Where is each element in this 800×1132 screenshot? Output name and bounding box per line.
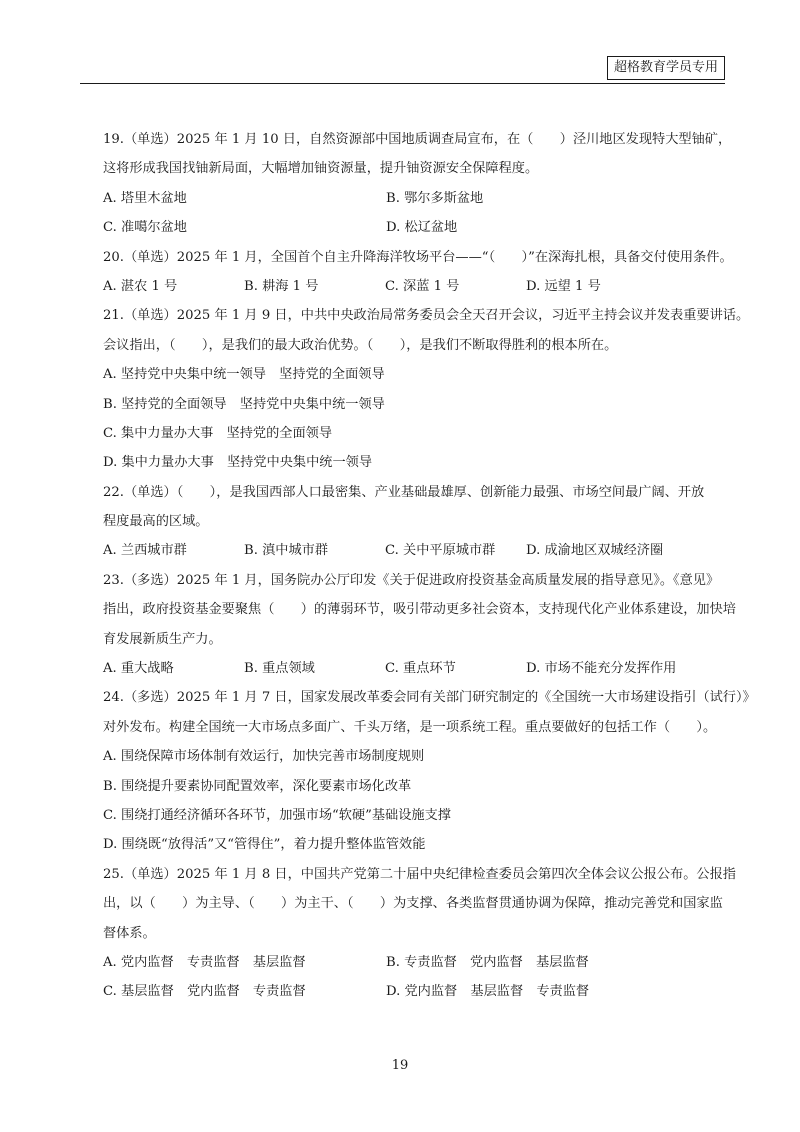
question-text: 22.（单选）（ ），是我国西部人口最密集、产业基础最雄厚、创新能力最强、市场空间最广阔、开放 [103,484,705,500]
option-a: A. 兰西城市群 [103,543,187,559]
question-25 [103,860,736,1007]
question-20 [103,243,733,302]
option-d: D. 党内监督 基层监督 专责监督 [386,984,590,1000]
option-c: C. 基层监督 党内监督 专责监督 [103,984,306,1000]
option-d: D. 松辽盆地 [386,220,458,236]
question-text: 会议指出，（ ），是我们的最大政治优势。（ ），是我们不断取得胜利的根本所在。 [103,337,618,353]
question-24 [103,683,756,859]
option-c: C. 围绕打通经济循环各环节，加强市场“软硬”基础设施支撑 [103,807,451,823]
options-row [103,213,728,242]
option-d: D. 远望 1 号 [526,278,601,294]
header-rule [80,83,725,84]
question-text: 23.（多选）2025 年 1 月，国务院办公厅印发《关于促进政府投资基金高质量发展的指导意见》。《意见》 [103,572,720,588]
question-text: 对外发布。构建全国统一大市场点多面广、千头万绪，是一项系统工程。重点要做好的包括工作（ ）。 [103,719,717,735]
question-text: 指出，政府投资基金要聚焦（ ）的薄弱环节，吸引带动更多社会资本，支持现代化产业体系建设，加快培 [103,602,736,618]
question-19 [103,125,732,243]
options-row [103,948,728,977]
option-c: C. 重点环节 [385,661,456,677]
option-c: C. 集中力量办大事 坚持党的全面领导 [103,425,333,441]
options-row [103,272,728,301]
page-number: 19 [391,1058,409,1073]
question-text: 这将形成我国找铀新局面，大幅增加铀资源量，提升铀资源安全保障程度。 [103,161,539,177]
option-b: B. 坚持党的全面领导 坚持党中央集中统一领导 [103,396,385,412]
option-b: B. 耕海 1 号 [244,278,319,294]
option-d: D. 市场不能充分发挥作用 [526,661,677,677]
option-a: A. 重大战略 [103,661,174,677]
question-text: 25.（单选）2025 年 1 月 8 日，中国共产党第二十届中央纪律检查委员会第四次全体会议公报公布。公报指 [103,866,736,882]
option-c: C. 准噶尔盆地 [103,220,187,236]
question-text: 督体系。 [103,925,156,941]
watermark-stamp: 超格教育学员专用 [607,56,725,80]
question-text: 出，以（ ）为主导、（ ）为主干、（ ）为支撑、各类监督贯通协调为保障，推动完善党和国家监 [103,896,723,912]
option-b: B. 专责监督 党内监督 基层监督 [386,954,589,970]
option-b: B. 围绕提升要素协同配置效率，深化要素市场化改革 [103,778,412,794]
option-a: A. 围绕保障市场体制有效运行，加快完善市场制度规则 [103,749,425,765]
option-a: A. 坚持党中央集中统一领导 坚持党的全面领导 [103,367,385,383]
option-c: C. 深蓝 1 号 [385,278,460,294]
question-text: 育发展新质生产力。 [103,631,222,647]
options-row [103,654,728,683]
option-c: C. 关中平原城市群 [385,543,496,559]
question-21 [103,301,750,477]
option-b: B. 滇中城市群 [244,543,329,559]
question-text: 24.（多选）2025 年 1 月 7 日，国家发展改革委会同有关部门研究制定的《全国统一大市场建设指引（试行）》 [103,690,756,706]
option-b: B. 重点领域 [244,661,315,677]
question-text: 程度最高的区域。 [103,514,209,530]
option-a: A. 党内监督 专责监督 基层监督 [103,954,306,970]
option-a: A. 湛农 1 号 [103,278,178,294]
option-a: A. 塔里木盆地 [103,190,187,206]
question-text: 21.（单选）2025 年 1 月 9 日，中共中央政治局常务委员会全天召开会议，习近平主持会议并发表重要讲话。 [103,308,750,324]
question-list [103,125,756,1007]
option-d: D. 成渝地区双城经济圈 [526,543,664,559]
question-22 [103,478,728,566]
options-row [103,977,728,1006]
question-text: 20.（单选）2025 年 1 月，全国首个自主升降海洋牧场平台——“（ ）”在深海扎根，具备交付使用条件。 [103,249,733,265]
options-row [103,184,728,213]
option-d: D. 集中力量办大事 坚持党中央集中统一领导 [103,455,373,471]
options-row [103,536,728,565]
option-b: B. 鄂尔多斯盆地 [386,190,484,206]
option-d: D. 围绕既“放得活”又“管得住”，着力提升整体监管效能 [103,837,426,853]
question-23 [103,566,736,684]
question-text: 19.（单选）2025 年 1 月 10 日，自然资源部中国地质调查局宣布，在（ ）泾川地区发现特大型铀矿， [103,132,732,147]
